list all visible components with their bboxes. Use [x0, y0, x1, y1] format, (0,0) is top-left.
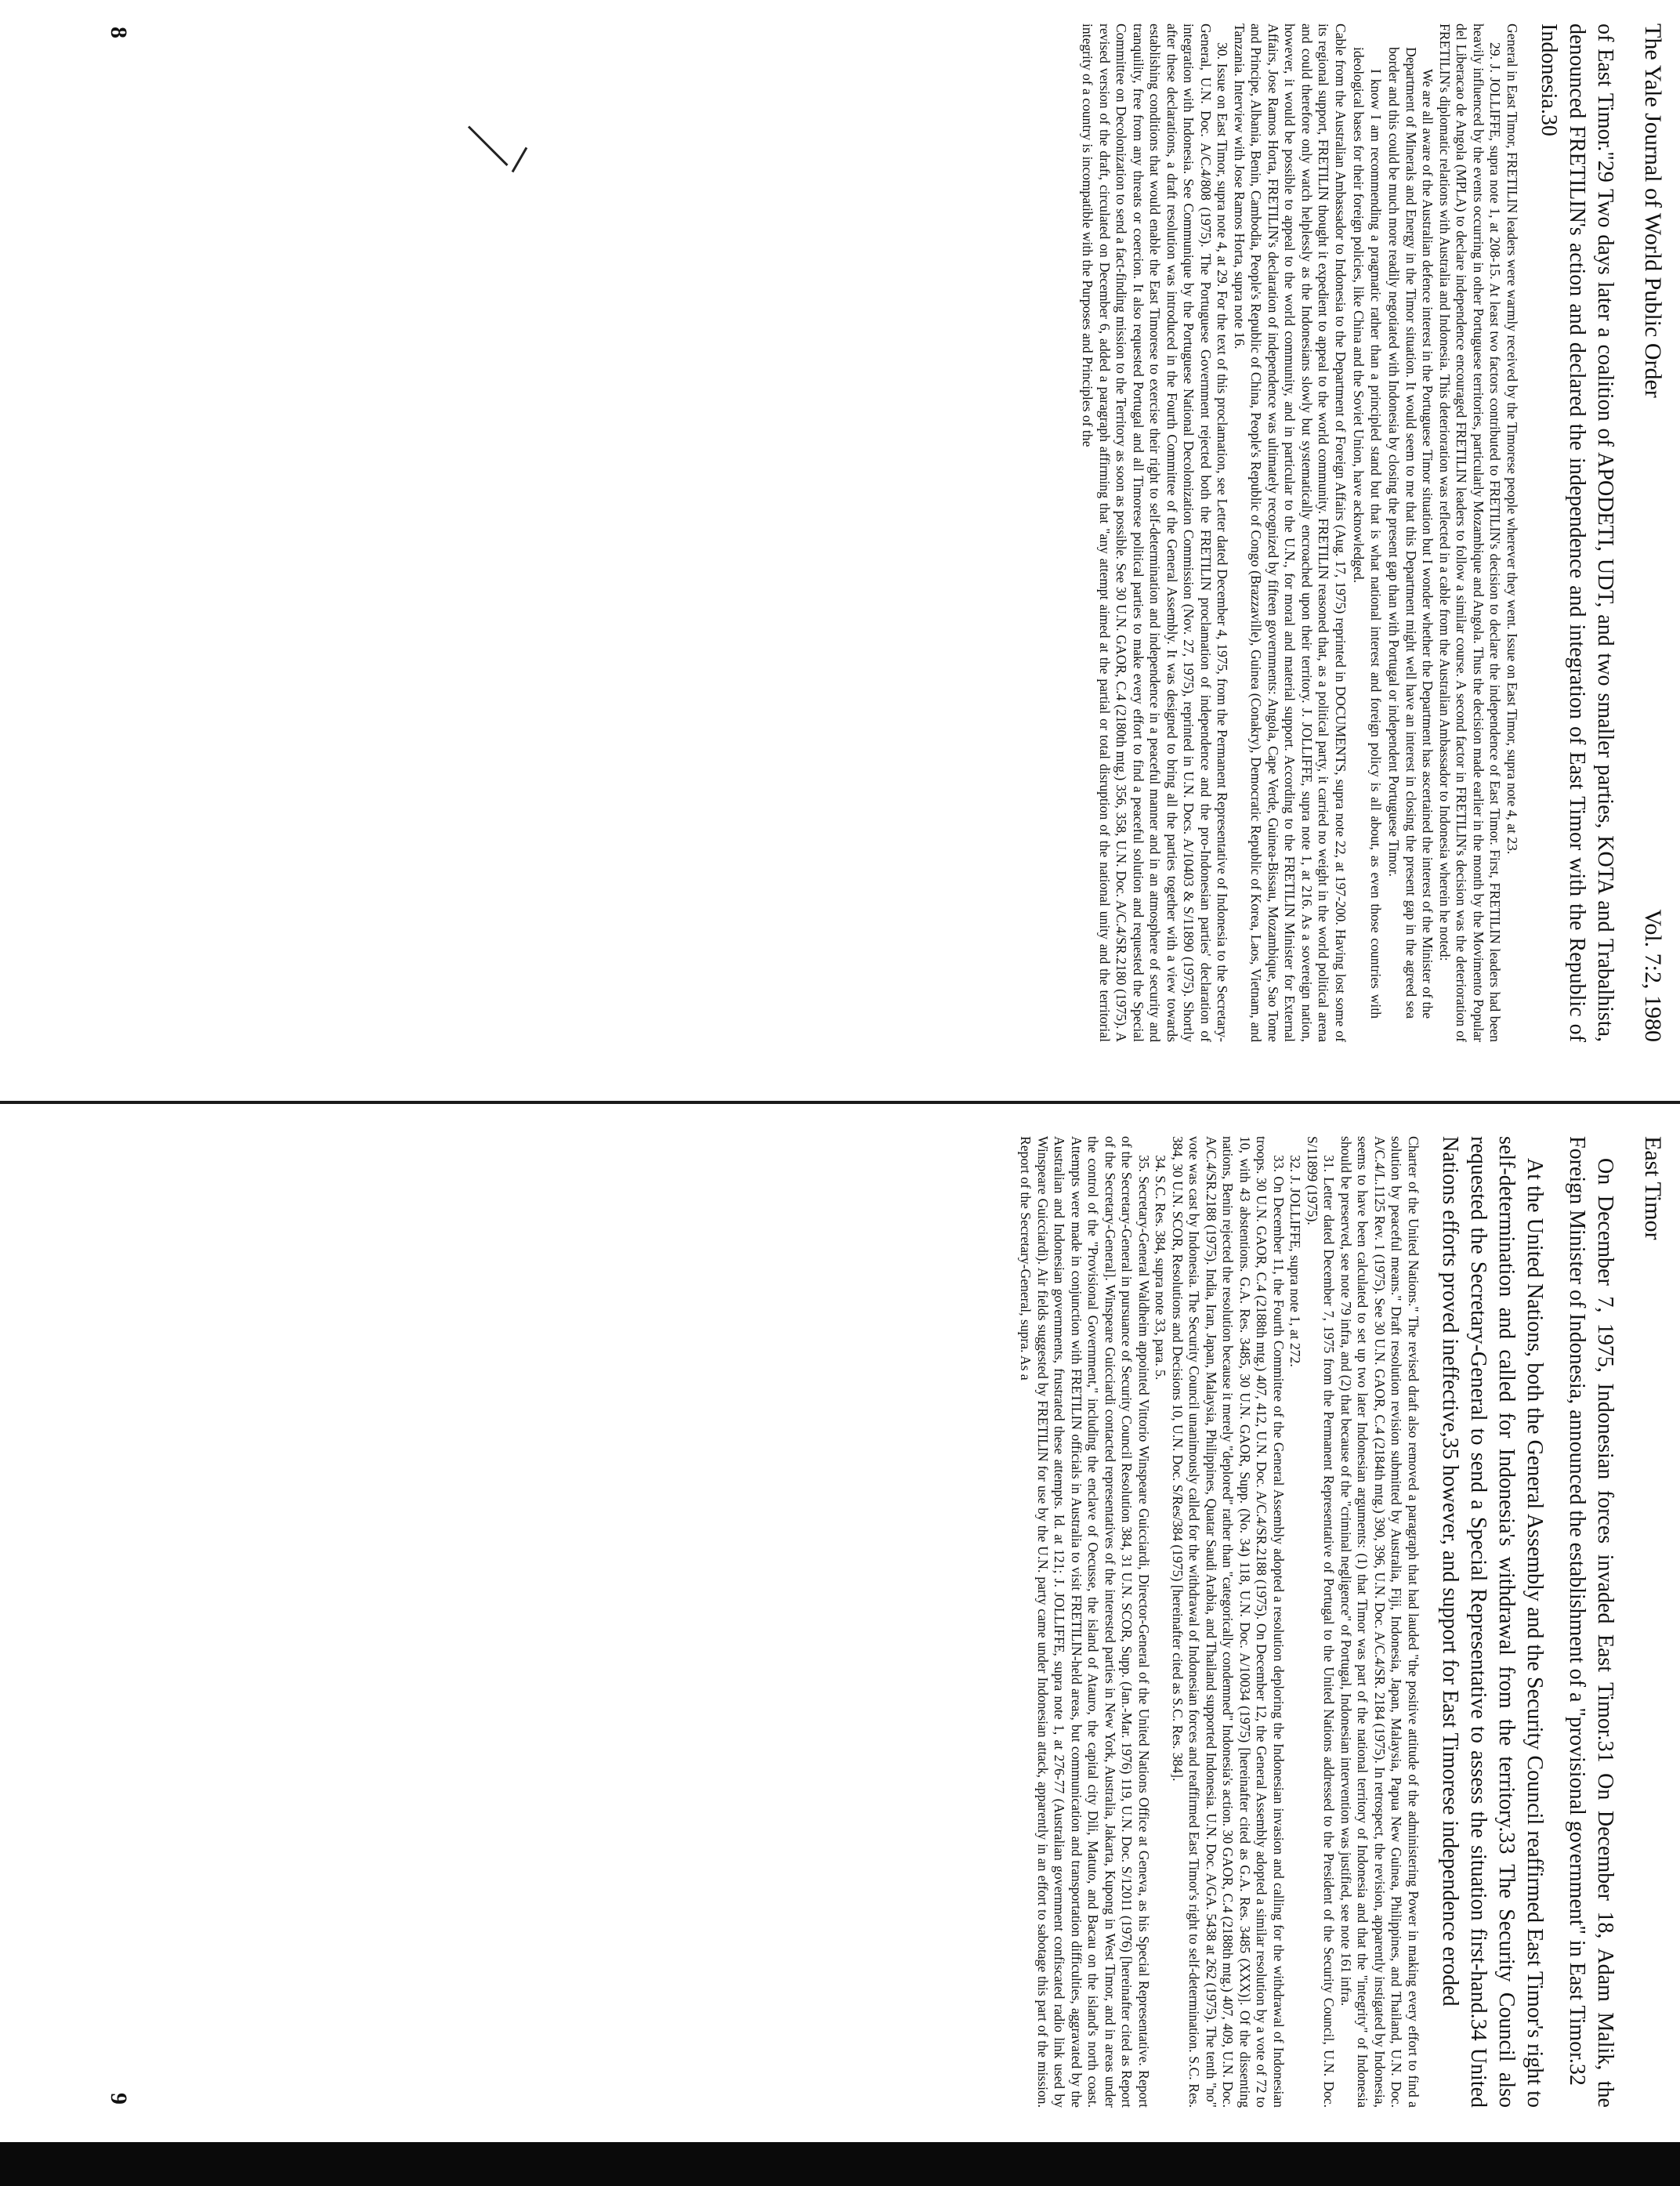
- footnote-30: 30. Issue on East Timor, supra note 4, at 29. For the text of this proclamation, see Letter dated December 4, 1975, from the Permanent Representative of Indonesia to the Secretary-General, U.N. Doc. A/C.4/808 (1975). The Portuguese Government rejected both the FRETILIN proclamation of independence and the pro-Indonesian parties' declaration of integration with Indonesia. See Communique by the Portuguese National Decolonization Commission (Nov. 27, 1975), reprinted in U.N. Docs. A/10403 & S/11890 (1975). Shortly after these declarations, a draft resolution was introduced in the Fourth Committee of the General Assembly. It was designed to bring all the parties together with a view towards establishing conditions that would enable the East Timorese to exercise their right to self-determination and independence in a peaceful manner and in an atmosphere of security and tranquility, free from any threats or coercion. It also requested Portugal and all Timorese political parties to make every effort to find a peaceful solution and requested the Special Committee on Decolonization to send a fact-finding mission to the Territory as soon as possible. See 30 U.N. GAOR, C.4 (2180th mtg.) 356, 358, U.N. Doc. A/C.4/SR.2180 (1975). A revised version of the draft, circulated on December 6, added a paragraph affirming that "any attempt aimed at the partial or total disruption of the national unity and the territorial integrity of a country is incompatible with the Purposes and Principles of the: [1080, 24, 1231, 1042]
- page-divider: [0, 1101, 1680, 1104]
- footnote-32: 32. J. JOLLIFFE, supra note 1, at 272.: [1287, 1155, 1304, 1367]
- footnote-34: 34. S.C. Res. 384, supra note 33, para. 5.: [1153, 1155, 1169, 1381]
- footnote-29: 29. J. JOLLIFFE, supra note 1, at 208-15. At least two factors contributed to FRETILIN's decision to declare the independence of East Timor. First, FRETILIN leaders had been heavily influenced by the events occurring in other Portuguese territories, particularly Mozambique and Angola. Thus the decision made earlier in the month by the Movimento Popular del Liberacao de Angola (MPLA) to declare independence encouraged FRETILIN leaders to follow a similar course. A second factor in FRETILIN's decision was the deterioration of FRETILIN's diplomatic relations with Australia and Indonesia. This deterioration was reflected in a cable from the Australian Ambassador to Indonesia wherein he noted:: [1437, 24, 1504, 1042]
- scan-edge-band: [0, 2142, 1680, 2186]
- body-paragraph: of East Timor."29 Two days later a coalition of APODETI, UDT, and two smaller parties, KOTA and Trabalhista, denounced FRETILIN's action and declared the independence and integration of East Timor with the Republic of Indonesia.30: [1537, 24, 1617, 1042]
- footnote: General in East Timor, FRETILIN leaders were warmly received by the Timorese people wherever they went. Issue on East Timor, supra note 4, at 23.: [1504, 24, 1520, 855]
- footnote-31: 31. Letter dated December 7, 1975 from the Permanent Representative of Portugal to the United Nations addressed to the President of the Security Council, U.N. Doc. S/11899 (1975).: [1305, 1136, 1338, 2108]
- journal-title: The Yale Journal of World Public Order: [1640, 24, 1666, 398]
- footnote-35: 35. Secretary-General Waldheim appointed Vittorio Winspeare Guicciardi, Director-General of the United Nations Office at Geneva, as his Special Representative. Report of the Secretary-General in pursuance of Security Council Resolution 384, 31 U.N. SCOR, Supp. (Jan.-Mar. 1976) 119, U.N. Doc. S/12011 (1976) [hereinafter cited as Report of the Secretary-General]. Winspeare Guicciardi contacted representatives of the interested parties in New York, Australia, Jakarta, Kupong in West Timor, and in areas under the control of the "Provisional Government," including the enclave of Oecusse, the island of Atauro, the capital city Dili, Matuto, and Bacau on the island's north coast. Attempts were made in conjunction with FRETILIN officials in Australia to visit FRETILIN-held areas, but communication and transportation difficulties, aggravated by the Australian and Indonesian governments, frustrated these attempts. Id. at 121; J. JOLLIFFE, supra note 1, at 276-77 (Australian government confiscated radio link used by Winspeare Guicciardi). Air fields suggested by FRETILIN for use by the U.N. party came under Indonesian attack, apparently in an effort to sabotage this part of the mission. Report of the Secretary-General, supra. As a: [1018, 1136, 1152, 2108]
- footnotes: [1017, 1136, 1421, 2108]
- footnote: Charter of the United Nations." The revised draft also removed a paragraph that had lauded "the positive attitude of the administering Power in making every effort to find a solution by peaceful means." Draft resolution revision submitted by Australia, Fiji, Indonesia, Japan, Malaysia, Papua New Guinea, Philippines, and Thailand, U.N. Doc. A/C.4/L.1125 Rev. 1 (1975). See 30 U.N. GAOR, C.4 (2184th mtg.) 390, 396, U.N. Doc. A/C.4/SR. 2184 (1975). In retrospect, the revision, apparently instigated by Indonesia, seems to have been calculated to set up two later Indonesian arguments: (1) that Timor was part of the national territory of Indonesia and that the "integrity" of Indonesia should be preserved, see note 79 infra, and (2) that because of the "criminal negligence" of Portugal, Indonesian intervention was justified, see note 161 infra.: [1338, 1136, 1421, 2108]
- footnote: Cable from the Australian Ambassador to Indonesia to the Department of Foreign Affairs (Aug. 17, 1975) reprinted in DOCUMENTS, supra note 22, at 197-200. Having lost some of its regional support, FRETILIN thought it expedient to appeal to the world community. FRETILIN reasoned that, as a political party, it carried no weight in the world political arena and could therefore only watch helplessly as the Indonesians slowly but systematically encroached upon their territory. J. JOLLIFFE, supra note 1, at 216. As a sovereign nation, however, it would be possible to appeal to the world community, and in particular to the U.N., for moral and material support. According to the FRETILIN Minister for External Affairs, Jose Ramos Horta, FRETILIN's declaration of independence was ultimately recognized by fifteen governments: Angola, Cape Verde, Guinea-Bissau, Mozambique, Sao Tome and Principe, Albania, Benin, Cambodia, People's Republic of China, People's Republic of Congo (Brazzaville), Guinea (Conakry), Democratic Republic of Korea, Laos, Vietnam, and Tanzania. Interview with Jose Ramos Horta, supra note 16.: [1232, 24, 1349, 1042]
- footnote-33: 33. On December 11, the Fourth Committee of the General Assembly adopted a resolution deploring the Indonesian invasion and calling for the withdrawal of Indonesian troops. 30 U.N. GAOR, C.4 (2188th mtg.) 407, 412, U.N. Doc. A/C.4/SR.2188 (1975). On December 12, the General Assembly adopted a similar resolution by a vote of 72 to 10, with 43 abstentions. G.A. Res. 3485, 30 U.N. GAOR, Supp. (No. 34) 118, U.N. Doc. A/10034 (1975) [hereinafter cited as G.A. Res. 3485 (XXX)]. Of the dissenting nations, Benin rejected the resolution because it merely "deplored" rather than "categorically condemned" Indonesia's action. 30 GAOR, C.4 (2188th mtg.) 407, 409, U.N. Doc. A/C.4/SR.2188 (1975). India, Iran, Japan, Malaysia, Philippines, Quatar Saudi Arabia, and Thailand supported Indonesia. U.N. Doc. A/GA. 5438 at 262 (1975). The tenth "no" vote was cast by Indonesia. The Security Council unanimously called for the withdrawal of Indonesian forces and reaffirmed East Timor's right to self-determination. S.C. Res. 384, 30 U.N. SCOR, Resolutions and Decisions 10, U.N. Doc. S/Res/384 (1975) [hereinafter cited as S.C. Res. 384].: [1170, 1136, 1287, 2108]
- page-number: 9: [106, 2093, 132, 2105]
- footnotes: [1079, 24, 1520, 1042]
- section-title: East Timor: [1640, 1136, 1666, 1240]
- volume-label: Vol. 7:2, 1980: [1640, 909, 1666, 1042]
- block-quote: We are all aware of the Australian defence interest in the Portuguese Timor situation but I wonder whether the Department has ascertained the interest of the Minister of the Department of Minerals and Energy in the Timor situation. It would seem to me that this Department might well have an interest in closing the present gap in the agreed sea border and this could be much more readily negotiated with Indonesia by closing the present gap than with Portugal or independent Portuguese Timor.: [1386, 47, 1436, 1019]
- body-paragraph: On December 7, 1975, Indonesian forces invaded East Timor.31 On December 18, Adam Malik, the Foreign Minister of Indonesia, announced the establishment of a "provisional government" in East Timor.32: [1565, 1136, 1617, 2108]
- running-head: [1639, 24, 1666, 1042]
- running-head: [1639, 1136, 1666, 2108]
- body-paragraph: At the United Nations, both the General Assembly and the Security Council reaffirmed East Timor's right to self-determination and called for Indonesia's withdrawal from the territory.33 The Security Council also requested the Secretary-General to send a Special Representative to assess the situation first-hand.34 United Nations efforts proved ineffective,35 however, and support for East Timorese independence eroded: [1438, 1136, 1547, 2108]
- block-quote: I know I am recommending a pragmatic rather than a principled stand but that is what national interest and foreign policy is all about, as even those countries with ideological bases for their foreign policies, like China and the Soviet Union, have acknowledged.: [1351, 47, 1384, 1019]
- page-number: 8: [106, 27, 132, 38]
